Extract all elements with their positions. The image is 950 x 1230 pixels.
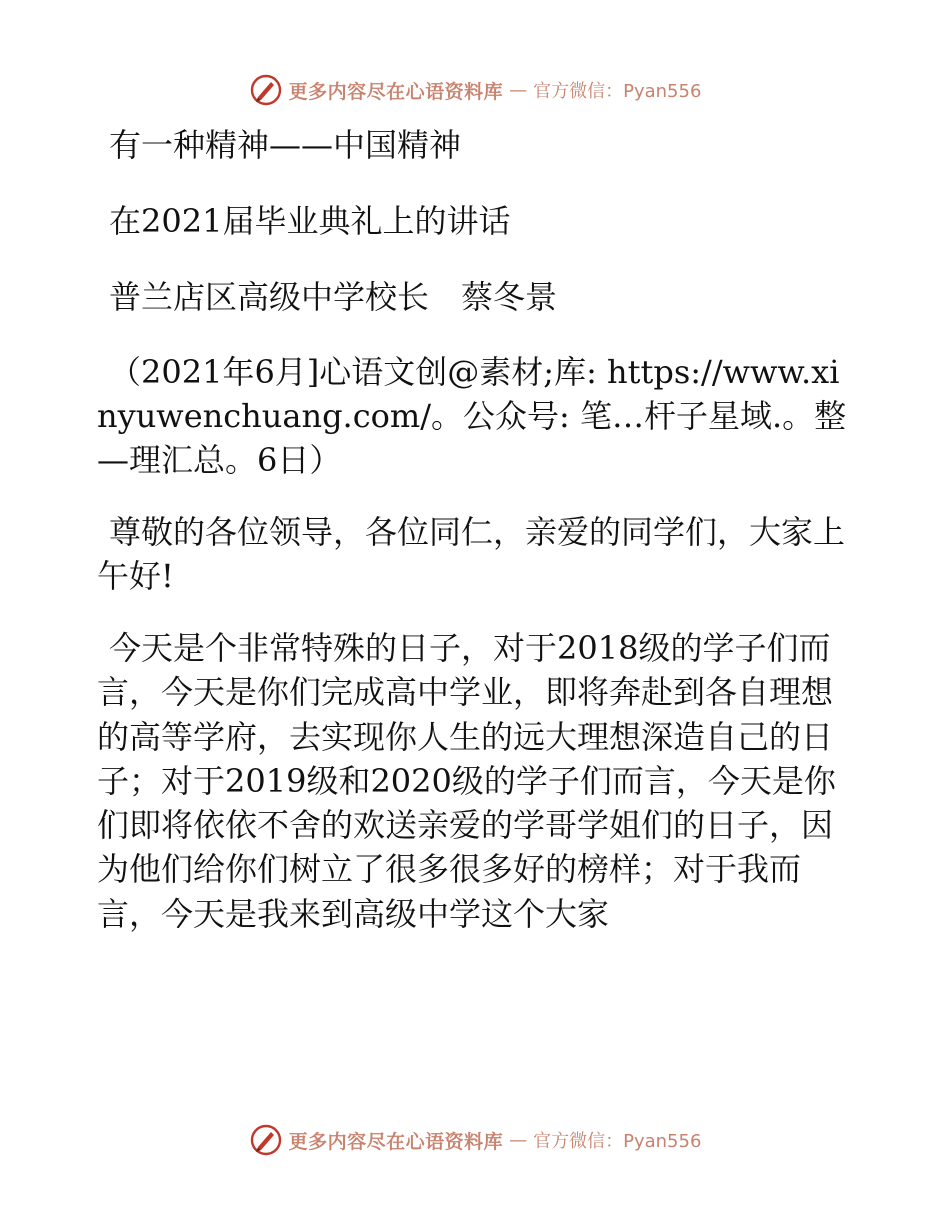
document-greeting: 尊敬的各位领导，各位同仁，亲爱的同学们，大家上午好! (97, 513, 846, 595)
banner-dash: — (509, 1129, 528, 1151)
document-body (97, 122, 857, 964)
document-subtitle: 在2021届毕业典礼上的讲话 (109, 202, 511, 240)
footer-banner (0, 1120, 950, 1160)
document-paragraph-1: 今天是个非常特殊的日子，对于2018级的学子们而言，今天是你们完成高中学业，即将奔赴到各自理想的高等学府，去实现你人生的远大理想深造自己的日子；对于2019级和2020级的学子们而言，今天是你们即将依依不舍的欢送亲爱的学哥学姐们的日子，因为他们给你们树立了很多很多好的榜样；对于我而言，今天是我来到高级中学这个大家 (97, 629, 836, 933)
pen-logo-icon (249, 73, 283, 107)
document-author: 普兰店区高级中学校长 蔡冬景 (109, 278, 558, 316)
banner-dash: — (509, 79, 528, 101)
banner-main-text: 更多内容尽在心语资料库 (288, 1130, 504, 1153)
document-title: 有一种精神——中国精神 (109, 126, 462, 164)
banner-wechat-text: 官方微信：Pyan556 (533, 81, 702, 102)
pen-logo-icon (249, 1123, 283, 1157)
banner-wechat-text: 官方微信：Pyan556 (533, 1131, 702, 1152)
header-banner (0, 70, 950, 110)
document-date-note: （2021年6月]心语文创@素材;库: https://www.xinyuwenchuang.com/。公众号: 笔…杆子星域.。整—理汇总。6日） (97, 353, 847, 479)
banner-main-text: 更多内容尽在心语资料库 (288, 80, 504, 103)
